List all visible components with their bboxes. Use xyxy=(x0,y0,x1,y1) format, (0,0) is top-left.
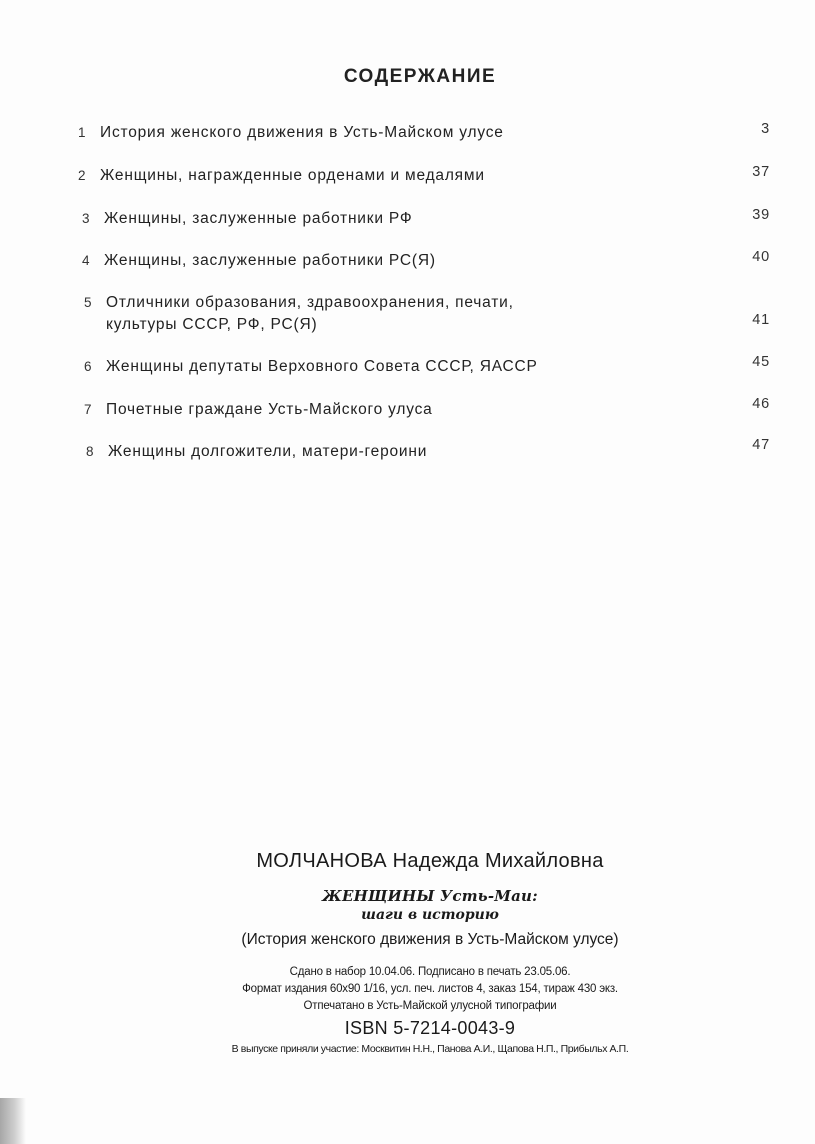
toc-entry-text: Женщины долгожители, матери-героини xyxy=(108,443,428,460)
toc-entry-number: 2 xyxy=(78,168,87,183)
book-title: ЖЕНЩИНЫ Усть-Маи: xyxy=(322,887,538,905)
toc-entry-page: 37 xyxy=(752,164,770,180)
toc-entry-page: 47 xyxy=(752,437,770,453)
toc-entry-text: Почетные граждане Усть-Майского улуса xyxy=(106,401,433,418)
toc-entry-page: 46 xyxy=(752,396,770,412)
toc-entry-number: 1 xyxy=(78,125,87,140)
toc-entry-number: 8 xyxy=(86,444,95,459)
submitted-line: Сдано в набор 10.04.06. Подписано в печать 23.05.06. xyxy=(289,966,571,978)
contributors-line: В выпуске приняли участие: Москвитин Н.Н., Панова А.И., Щапова Н.П., Прибыльх А.П. xyxy=(231,1043,629,1055)
imprint-block xyxy=(150,848,710,1057)
toc-title: СОДЕРЖАНИЕ xyxy=(343,66,497,87)
toc-entry-number: 3 xyxy=(82,211,91,226)
toc-entry-text: Женщины депутаты Верховного Совета СССР, ЯАССР xyxy=(106,358,538,375)
book-subject: (История женского движения в Усть-Майском улусе) xyxy=(241,931,619,948)
toc-entry-text: Женщины, заслуженные работники РФ xyxy=(104,210,413,227)
format-line: Формат издания 60х90 1/16, усл. печ. листов 4, заказ 154, тираж 430 экз. xyxy=(242,983,618,995)
toc-entry-page: 41 xyxy=(752,312,770,328)
toc-entry-number: 6 xyxy=(84,359,93,374)
printed-line: Отпечатано в Усть-Майской улусной типографии xyxy=(303,1000,557,1012)
toc-entry-number: 4 xyxy=(82,253,91,268)
toc-entry-page: 40 xyxy=(752,249,770,265)
toc-entry-page: 45 xyxy=(752,354,770,370)
toc-entry-text: Отличники образования, здравоохранения, печати, xyxy=(106,294,514,311)
toc-entry-number: 5 xyxy=(84,295,93,310)
book-subtitle: шаги в историю xyxy=(361,907,499,923)
toc-entry-text-continued: культуры СССР, РФ, РС(Я) xyxy=(106,316,318,333)
toc-entry-text: История женского движения в Усть-Майском улусе xyxy=(100,124,504,141)
toc-entry-page: 3 xyxy=(761,121,770,137)
author-name: МОЛЧАНОВА Надежда Михайловна xyxy=(256,850,604,872)
toc-entry-text: Женщины, награжденные орденами и медалями xyxy=(100,167,485,184)
toc-entry-number: 7 xyxy=(84,402,93,417)
toc-entry-page: 39 xyxy=(752,207,770,223)
isbn: ISBN 5-7214-0043-9 xyxy=(344,1018,516,1038)
toc-entry-text: Женщины, заслуженные работники РС(Я) xyxy=(104,252,436,269)
scan-corner-shadow xyxy=(0,1098,26,1144)
